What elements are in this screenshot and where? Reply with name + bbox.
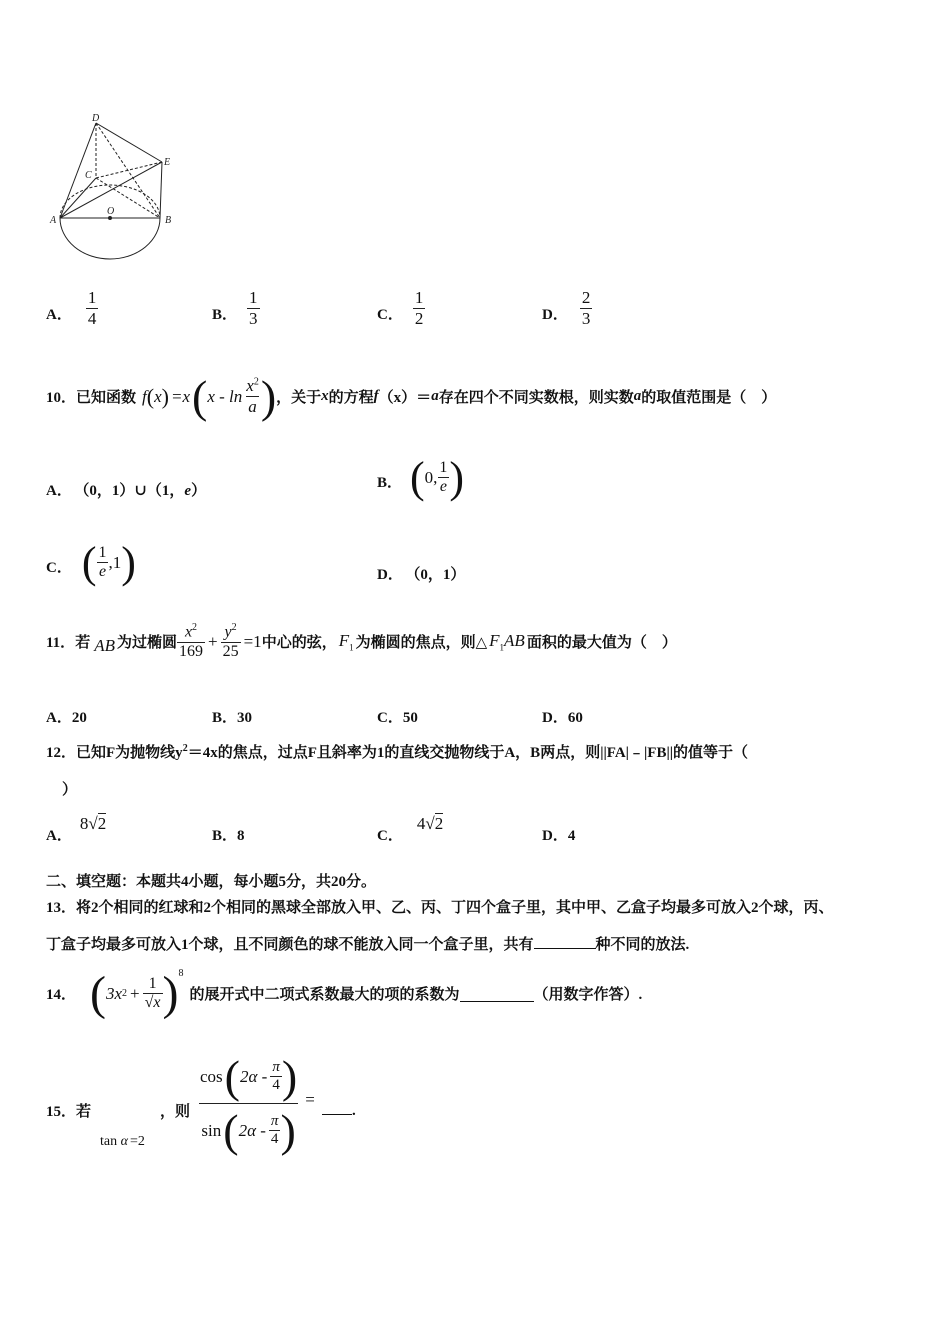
label-A: A xyxy=(50,215,57,226)
q12-option-b[interactable]: B．8 xyxy=(212,828,245,844)
trig-fraction: cos ( 2α - $\frac{\pi}{4}$ ) sin ( 2α - $\frac{\pi}{4}$ ) = xyxy=(200,1051,315,1156)
label-D: D xyxy=(92,113,100,124)
edge-BE xyxy=(160,162,162,218)
question-15-then: ，则 xyxy=(160,1104,191,1120)
q11-option-b[interactable]: B．30 xyxy=(212,710,253,726)
edge-CB xyxy=(96,178,160,218)
edge-AC xyxy=(60,178,96,218)
question-12: 12．已知F为抛物线$y^2=4x$的焦点，过点F且斜率为1的直线交抛物线于A，B两点，则||FA|﹣|FB||的值等于（ xyxy=(46,743,749,761)
numerator: cos ( 2α - $\frac{\pi}{4}$ ) xyxy=(200,1051,298,1102)
edge-CE xyxy=(96,162,162,178)
q9-option-b[interactable] xyxy=(212,288,260,328)
q10-option-b[interactable]: B． ( 0, $\frac{1}{e}$ ) xyxy=(377,453,465,502)
semicircle-arc xyxy=(60,218,160,259)
tan-condition: tan α =2 xyxy=(100,1134,145,1149)
question-10: 10． 已知函数 f ( x ) =x ( x - ln $\frac{x^2}{a}$ ) ，关于 x 的方程 f （x）＝ a 存在四个不同实数根，则实数 a 的取值范围是（ ） xyxy=(46,371,777,422)
edge-DB xyxy=(96,123,160,218)
question-13-line2: 丁盒子均最多可放入1个球，且不同颜色的球不能放入同一个盒子里，共有 种不同的放法. xyxy=(46,937,690,953)
q12-option-a[interactable]: A． 8√2 xyxy=(46,814,107,844)
option-label: D． xyxy=(542,306,568,323)
question-12-close: ） xyxy=(62,782,78,798)
question-11: 11． 若 AB 为过椭圆 $\frac{x^2}{169}$ + $\frac{y^2}{25}$ =1 中心的弦， $F_1$ 为椭圆的焦点，则△ $F_1AB$ 面积的最大值为（ ） xyxy=(46,622,677,660)
q10-option-c[interactable]: C． ( $\frac{1}{e}$ ,1 ) xyxy=(46,538,136,587)
denominator: sin ( 2α - $\frac{\pi}{4}$ ) xyxy=(201,1105,296,1156)
option-label: C． xyxy=(377,306,403,323)
fraction: $\frac{1}{3}$ xyxy=(249,288,258,328)
q12-option-d[interactable]: D．4 xyxy=(542,828,576,844)
q10-option-a[interactable]: A． （0，1）∪（1，e） xyxy=(46,483,207,499)
question-15-answer: . xyxy=(322,1100,356,1120)
option-label: A． xyxy=(46,306,72,323)
question-14: 14． ( 3x 2 + $\frac{1}{√x}$ ) $^8$ 的展开式中二项式系数最大的项的系数为 （用数字作答）. xyxy=(46,967,643,1020)
ellipse-formula: $\frac{x^2}{169}$ + $\frac{y^2}{25}$ =1 xyxy=(179,622,262,660)
option-label: B． xyxy=(212,306,238,323)
fraction: $\frac{1}{2}$ xyxy=(414,288,424,328)
q10-option-d[interactable]: D． （0，1） xyxy=(377,567,466,583)
label-O: O xyxy=(107,206,115,217)
q9-option-a[interactable] xyxy=(46,288,98,328)
answer-blank[interactable] xyxy=(534,948,596,949)
q11-option-a[interactable]: A．20 xyxy=(46,710,87,726)
question-number: 10． xyxy=(46,390,77,406)
question-lead: 已知函数 xyxy=(76,390,137,406)
binomial-formula: ( 3x 2 + $\frac{1}{√x}$ ) $^8$ xyxy=(90,967,184,1020)
question-13-line1: 13．将2个相同的红球和2个相同的黑球全部放入甲、乙、丙、丁四个盒子里，其中甲、乙盒子均最多可放入2个球，丙、 xyxy=(46,900,834,916)
label-C: C xyxy=(85,170,92,181)
answer-blank[interactable] xyxy=(460,985,534,1002)
q11-option-d[interactable]: D．60 xyxy=(542,710,583,726)
fraction: $\frac{1}{4}$ xyxy=(87,288,97,328)
label-E: E xyxy=(164,157,171,168)
question-15-number: 15．若 xyxy=(46,1104,92,1120)
label-B: B xyxy=(165,215,172,226)
answer-blank[interactable] xyxy=(322,1100,352,1115)
q9-option-d[interactable] xyxy=(542,288,592,328)
q12-option-c[interactable]: C． 4√2 xyxy=(377,814,444,844)
edge-DE xyxy=(96,123,162,162)
geometry-figure xyxy=(40,105,190,265)
fraction: $\frac{2}{3}$ xyxy=(581,288,591,328)
q9-option-c[interactable] xyxy=(377,288,425,328)
section-heading: 二、填空题：本题共4小题，每小题5分，共20分。 xyxy=(46,874,377,890)
function-formula: f ( x ) =x ( x - ln $\frac{x^2}{a}$ ) xyxy=(142,371,277,422)
q11-option-c[interactable]: C．50 xyxy=(377,710,418,726)
